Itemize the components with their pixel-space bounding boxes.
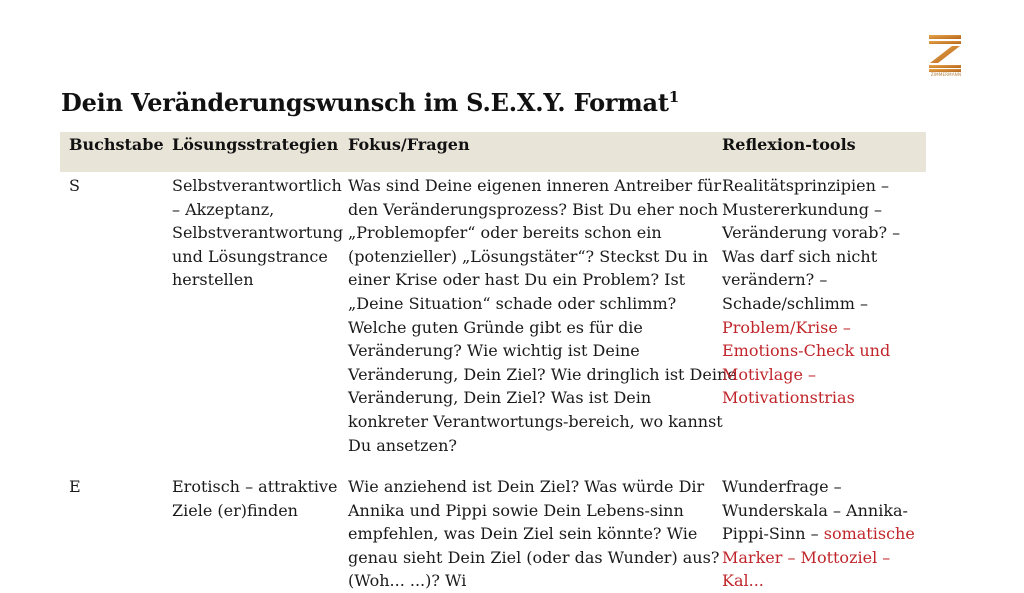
tool-line: Veränderung vorab? – — [722, 223, 901, 243]
focus-line: einer Krise oder hast Du ein Problem? Ist — [348, 270, 686, 290]
focus-line: „Problemopfer“ oder bereits schon ein — [348, 223, 662, 243]
tool-line: Wunderfrage – — [722, 477, 842, 496]
row-s-strategy — [172, 174, 343, 292]
tool-line-mixed — [722, 522, 915, 546]
row-e-focus — [348, 475, 719, 593]
footnote-marker: 1 — [668, 88, 680, 106]
tool-line-highlight: Marker – Mottoziel – — [722, 547, 891, 567]
row-e-letter: E — [69, 477, 81, 496]
focus-line: genau sieht Dein Ziel (oder das Wunder) aus? — [348, 547, 720, 567]
tool-line-highlight: Emotions-Check und — [722, 341, 891, 361]
focus-line: Veränderung? Wie wichtig ist Deine — [348, 341, 640, 361]
tool-line: Wunderskala – Annika- — [722, 500, 908, 520]
row-e-tools — [722, 475, 915, 593]
row-e-strategy — [172, 475, 338, 522]
row-s-focus — [348, 174, 737, 457]
row-s-tools — [722, 174, 900, 410]
tool-line-highlight: Kal... — [722, 571, 764, 591]
focus-line: Wie anziehend ist Dein Ziel? Was würde Dir — [348, 477, 705, 496]
focus-line: Veränderung, Dein Ziel? Was ist Dein — [348, 388, 652, 408]
strategy-line: Erotisch – attraktive — [172, 477, 338, 496]
row-s-letter: S — [69, 176, 80, 195]
strategy-line: – Akzeptanz, — [172, 199, 275, 219]
column-header-loesungsstrategien: Lösungsstrategien — [172, 135, 339, 154]
column-header-reflexion-tools: Reflexion-tools — [722, 135, 856, 154]
tool-line: Mustererkundung – — [722, 199, 883, 219]
focus-line: „Deine Situation“ schade oder schlimm? — [348, 293, 677, 313]
strategy-line: Ziele (er)finden — [172, 500, 298, 520]
focus-line: Veränderung, Dein Ziel? Wie dringlich ist Deine — [348, 364, 737, 384]
focus-line: Welche guten Gründe gibt es für die — [348, 317, 643, 337]
focus-line: Annika und Pippi sowie Dein Lebens-sinn — [348, 500, 684, 520]
tool-text: Pippi-Sinn – — [722, 524, 824, 544]
tool-line: verändern? – — [722, 270, 828, 290]
focus-line: Du ansetzen? — [348, 435, 457, 455]
tool-text-highlight: somatische — [823, 524, 915, 544]
focus-line: konkreter Verantwortungs-bereich, wo kannst — [348, 411, 723, 431]
column-header-fokus-fragen: Fokus/Fragen — [348, 135, 470, 154]
focus-line: Was sind Deine eigenen inneren Antreiber für — [348, 176, 722, 195]
column-header-buchstabe: Buchstabe — [69, 135, 164, 154]
tool-line-highlight: Motivlage – — [722, 364, 817, 384]
strategy-line: herstellen — [172, 270, 254, 290]
page-title: Dein Veränderungswunsch im S.E.X.Y. Format$^1$ — [61, 88, 680, 117]
logo-caption: ZIMMERMANN — [930, 72, 962, 77]
tool-line-highlight: Problem/Krise – — [722, 317, 851, 337]
focus-line: empfehlen, was Dein Ziel sein könnte? Wie — [348, 524, 698, 544]
strategy-line: Selbstverantwortung — [172, 223, 344, 243]
focus-line: (potenzieller) „Lösungstäter“? Steckst Du in — [348, 246, 709, 266]
focus-line: (Woh... ...)? Wi — [348, 571, 467, 591]
tool-line: Schade/schlimm – — [722, 293, 869, 313]
focus-line: den Veränderungsprozess? Bist Du eher noch — [348, 199, 719, 219]
tool-line: Realitätsprinzipien – — [722, 176, 889, 195]
tool-line: Was darf sich nicht — [722, 246, 878, 266]
tool-line-highlight: Motivationstrias — [722, 388, 855, 408]
strategy-line: Selbstverantwortlich — [172, 176, 342, 195]
strategy-line: und Lösungstrance — [172, 246, 328, 266]
